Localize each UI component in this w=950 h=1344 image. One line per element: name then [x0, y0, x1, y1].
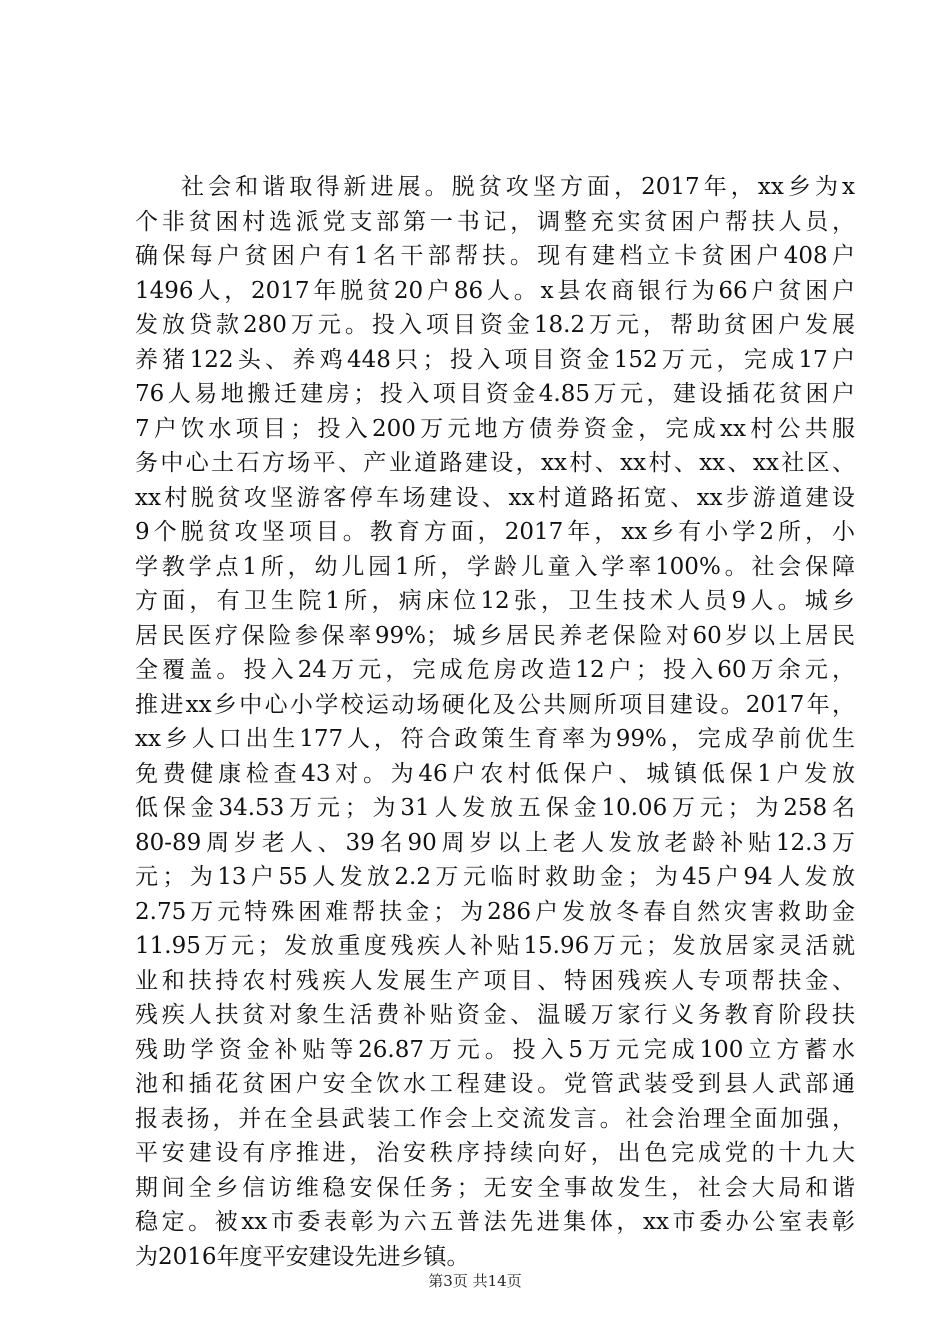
text-line: 社会和谐取得新进展。脱贫攻坚方面，2017年，xx乡为x [181, 174, 855, 200]
text-line: 2.75万元特殊困难帮扶金；为286户发放冬春自然灾害救助金 [135, 898, 855, 925]
text-line: 期间全乡信访维稳安保任务；无安全事故发生，社会大局和谐 [135, 1174, 855, 1201]
text-line: xx乡人口出生177人，符合政策生育率为99%，完成孕前优生 [135, 726, 855, 752]
text-line: 发放贷款280万元。投入项目资金18.2万元，帮助贫困户发展 [135, 312, 855, 338]
text-line: 76人易地搬迁建房；投入项目资金4.85万元，建设插花贫困户 [135, 381, 855, 407]
text-line: 方面，有卫生院1所，病床位12张，卫生技术人员9人。城乡 [135, 588, 855, 614]
text-line: 7户饮水项目；投入200万元地方债券资金，完成xx村公共服 [135, 415, 855, 442]
text-line: 低保金34.53万元；为31人发放五保金10.06万元；为258名 [135, 795, 855, 821]
text-line: 确保每户贫困户有1名干部帮扶。现有建档立卡贫困户408户 [135, 243, 855, 269]
text-line: 养猪122头、养鸡448只；投入项目资金152万元，完成17户 [135, 346, 855, 373]
text-line: 11.95万元；发放重度残疾人补贴15.96万元；发放居家灵活就 [135, 933, 855, 959]
text-line: 全覆盖。投入24万元，完成危房改造12户；投入60万余元， [135, 657, 855, 683]
text-line: 报表扬，并在全县武装工作会上交流发言。社会治理全面加强， [135, 1105, 855, 1132]
text-line: 推进xx乡中心小学校运动场硬化及公共厕所项目建设。2017年， [135, 691, 855, 718]
text-line: 池和插花贫困户安全饮水工程建设。党管武装受到县人武部通 [135, 1071, 855, 1097]
text-line: 稳定。被xx市委表彰为六五普法先进集体，xx市委办公室表彰 [135, 1209, 855, 1235]
text-line: 业和扶持农村残疾人发展生产项目、特困残疾人专项帮扶金、 [135, 967, 855, 994]
text-line: 个非贫困村选派党支部第一书记，调整充实贫困户帮扶人员， [135, 208, 855, 235]
text-line: 务中心土石方场平、产业道路建设，xx村、xx村、xx、xx社区、 [135, 450, 855, 476]
text-line: 居民医疗保险参保率99%；城乡居民养老保险对60岁以上居民 [135, 622, 855, 649]
text-line: 残助学资金补贴等26.87万元。投入5万元完成100立方蓄水 [135, 1036, 855, 1063]
body-paragraph [135, 170, 855, 1274]
text-line: 为2016年度平安建设先进乡镇。 [135, 1243, 470, 1270]
text-line: 学教学点1所，幼儿园1所，学龄儿童入学率100%。社会保障 [135, 553, 855, 580]
text-line: 80-89周岁老人、39名90周岁以上老人发放老龄补贴12.3万 [135, 829, 855, 856]
text-line: 1496人，2017年脱贫20户86人。x县农商银行为66户贫困户 [135, 277, 855, 304]
text-line: 残疾人扶贫对象生活费补贴资金、温暖万家行义务教育阶段扶 [135, 1002, 855, 1028]
text-line: 元；为13户55人发放2.2万元临时救助金；为45户94人发放 [135, 864, 855, 890]
page-footer: 第3页 共14页 [428, 1272, 522, 1290]
text-line: 平安建设有序推进，治安秩序持续向好，出色完成党的十九大 [135, 1140, 855, 1166]
text-line: 免费健康检查43对。为46户农村低保户、城镇低保1户发放 [135, 760, 855, 787]
text-line: xx村脱贫攻坚游客停车场建设、xx村道路拓宽、xx步游道建设 [135, 484, 855, 511]
text-line: 9个脱贫攻坚项目。教育方面，2017年，xx乡有小学2所，小 [135, 519, 855, 545]
